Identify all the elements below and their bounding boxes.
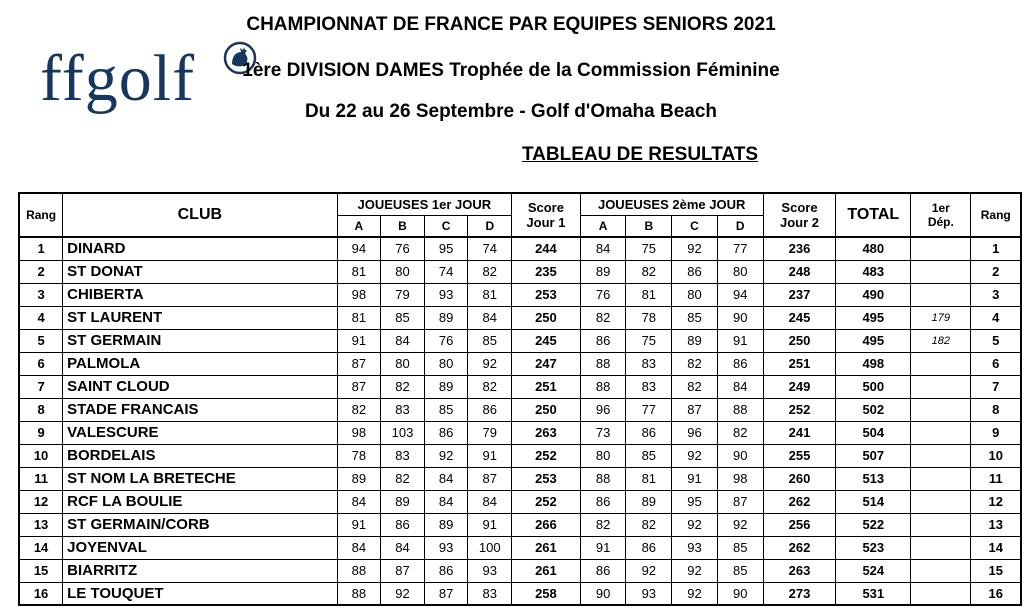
championship-title: CHAMPIONNAT DE FRANCE PAR EQUIPES SENIORS 2021 (246, 14, 776, 35)
rank-cell: 1 (19, 237, 63, 260)
first-departure-cell (911, 237, 971, 260)
day1-player-score: 91 (468, 444, 512, 467)
day1-player-score: 81 (337, 260, 381, 283)
day2-player-score: 86 (580, 490, 626, 513)
day2-player-score: 87 (717, 490, 763, 513)
day2-team-score: 251 (763, 352, 836, 375)
rank-cell: 12 (19, 490, 63, 513)
day2-player-score: 83 (626, 375, 672, 398)
rank-cell: 11 (19, 467, 63, 490)
total-score: 522 (836, 513, 911, 536)
day1-player-score: 85 (468, 329, 512, 352)
header-day2-d: D (717, 215, 763, 237)
day1-player-score: 93 (424, 536, 468, 559)
club-name-cell: JOYENVAL (63, 536, 337, 559)
day1-player-score: 92 (424, 444, 468, 467)
rank-right-cell: 9 (971, 421, 1021, 444)
day1-player-score: 100 (468, 536, 512, 559)
first-departure-cell (911, 352, 971, 375)
day2-player-score: 86 (626, 421, 672, 444)
total-score: 523 (836, 536, 911, 559)
day1-player-score: 84 (381, 329, 425, 352)
day2-player-score: 85 (717, 559, 763, 582)
day2-player-score: 85 (672, 306, 718, 329)
day2-player-score: 96 (672, 421, 718, 444)
day2-player-score: 90 (717, 582, 763, 605)
rank-cell: 7 (19, 375, 63, 398)
day1-team-score: 244 (512, 237, 581, 260)
rank-cell: 8 (19, 398, 63, 421)
day1-team-score: 251 (512, 375, 581, 398)
rank-cell: 2 (19, 260, 63, 283)
total-score: 513 (836, 467, 911, 490)
day1-player-score: 92 (381, 582, 425, 605)
day1-team-score: 245 (512, 329, 581, 352)
day1-player-score: 76 (381, 237, 425, 260)
day1-team-score: 253 (512, 283, 581, 306)
day2-player-score: 88 (580, 352, 626, 375)
results-table (18, 192, 1022, 606)
day1-team-score: 253 (512, 467, 581, 490)
day1-player-score: 83 (468, 582, 512, 605)
day2-player-score: 89 (580, 260, 626, 283)
day1-player-score: 79 (381, 283, 425, 306)
day1-player-score: 89 (424, 513, 468, 536)
header-rang: Rang (19, 193, 63, 237)
club-name-cell: DINARD (63, 237, 337, 260)
day1-player-score: 87 (468, 467, 512, 490)
day2-player-score: 90 (580, 582, 626, 605)
results-table-title: TABLEAU DE RESULTATS (521, 144, 759, 165)
day2-team-score: 263 (763, 559, 836, 582)
rank-right-cell: 3 (971, 283, 1021, 306)
total-score: 504 (836, 421, 911, 444)
day2-team-score: 256 (763, 513, 836, 536)
header-total: TOTAL (836, 193, 911, 237)
rank-right-cell: 15 (971, 559, 1021, 582)
day1-player-score: 89 (424, 306, 468, 329)
day2-player-score: 89 (626, 490, 672, 513)
club-name-cell: ST GERMAIN/CORB (63, 513, 337, 536)
day2-player-score: 92 (717, 513, 763, 536)
day2-player-score: 88 (580, 467, 626, 490)
day2-player-score: 85 (626, 444, 672, 467)
day2-player-score: 92 (672, 559, 718, 582)
results-body (19, 237, 1021, 605)
day2-team-score: 252 (763, 398, 836, 421)
day2-player-score: 86 (580, 559, 626, 582)
header-first-departure (911, 193, 971, 237)
day2-player-score: 82 (672, 375, 718, 398)
day1-player-score: 79 (468, 421, 512, 444)
header-day2-c: C (672, 215, 718, 237)
day1-player-score: 81 (337, 306, 381, 329)
day1-team-score: 247 (512, 352, 581, 375)
table-row (19, 490, 1021, 513)
day2-player-score: 90 (717, 444, 763, 467)
first-departure-cell (911, 582, 971, 605)
day1-player-score: 82 (337, 398, 381, 421)
day2-team-score: 236 (763, 237, 836, 260)
day2-player-score: 80 (672, 283, 718, 306)
first-departure-cell (911, 421, 971, 444)
total-score: 495 (836, 329, 911, 352)
day1-player-score: 88 (337, 559, 381, 582)
day2-team-score: 262 (763, 536, 836, 559)
first-departure-cell (911, 444, 971, 467)
day2-player-score: 86 (672, 260, 718, 283)
day1-player-score: 84 (337, 536, 381, 559)
day1-team-score: 261 (512, 536, 581, 559)
first-departure-cell: 182 (911, 329, 971, 352)
day2-player-score: 92 (672, 582, 718, 605)
header-day2-b: B (626, 215, 672, 237)
first-departure-cell (911, 513, 971, 536)
day2-player-score: 98 (717, 467, 763, 490)
day2-player-score: 93 (626, 582, 672, 605)
first-departure-cell (911, 536, 971, 559)
day1-player-score: 80 (424, 352, 468, 375)
rank-right-cell: 11 (971, 467, 1021, 490)
day2-player-score: 86 (626, 536, 672, 559)
header-score-day2 (763, 193, 836, 237)
day1-player-score: 82 (381, 375, 425, 398)
table-row (19, 559, 1021, 582)
rank-cell: 14 (19, 536, 63, 559)
day2-team-score: 262 (763, 490, 836, 513)
day1-player-score: 103 (381, 421, 425, 444)
table-row (19, 536, 1021, 559)
header-score-day1-line2: Jour 1 (526, 215, 566, 230)
day2-player-score: 76 (580, 283, 626, 306)
day2-player-score: 84 (580, 237, 626, 260)
day2-player-score: 82 (717, 421, 763, 444)
day1-team-score: 261 (512, 559, 581, 582)
total-score: 490 (836, 283, 911, 306)
club-name-cell: ST GERMAIN (63, 329, 337, 352)
day1-player-score: 83 (381, 444, 425, 467)
day1-player-score: 81 (468, 283, 512, 306)
day2-player-score: 92 (672, 237, 718, 260)
day1-player-score: 82 (381, 467, 425, 490)
day2-player-score: 96 (580, 398, 626, 421)
day1-player-score: 87 (337, 352, 381, 375)
total-score: 502 (836, 398, 911, 421)
table-row (19, 283, 1021, 306)
header-score-day1-line1: Score (527, 200, 564, 215)
day1-team-score: 252 (512, 490, 581, 513)
day2-team-score: 250 (763, 329, 836, 352)
club-name-cell: VALESCURE (63, 421, 337, 444)
day1-player-score: 84 (424, 467, 468, 490)
day2-player-score: 75 (626, 237, 672, 260)
day2-player-score: 89 (672, 329, 718, 352)
first-departure-cell: 179 (911, 306, 971, 329)
header-score-day2-line1: Score (781, 200, 818, 215)
rank-right-cell: 16 (971, 582, 1021, 605)
day1-team-score: 266 (512, 513, 581, 536)
rank-right-cell: 2 (971, 260, 1021, 283)
day1-player-score: 86 (424, 421, 468, 444)
day1-player-score: 80 (381, 352, 425, 375)
day1-player-score: 87 (424, 582, 468, 605)
rank-right-cell: 12 (971, 490, 1021, 513)
rank-cell: 13 (19, 513, 63, 536)
day1-team-score: 250 (512, 398, 581, 421)
rank-cell: 15 (19, 559, 63, 582)
day2-team-score: 260 (763, 467, 836, 490)
day2-player-score: 80 (580, 444, 626, 467)
day2-team-score: 237 (763, 283, 836, 306)
day2-player-score: 91 (717, 329, 763, 352)
table-row (19, 467, 1021, 490)
total-score: 498 (836, 352, 911, 375)
day2-player-score: 91 (672, 467, 718, 490)
rank-right-cell: 6 (971, 352, 1021, 375)
table-row (19, 398, 1021, 421)
header-club: CLUB (63, 193, 337, 237)
day2-player-score: 82 (626, 260, 672, 283)
day1-player-score: 86 (468, 398, 512, 421)
day1-team-score: 252 (512, 444, 581, 467)
table-row (19, 306, 1021, 329)
day1-player-score: 89 (381, 490, 425, 513)
header-rang-right: Rang (971, 193, 1021, 237)
day2-player-score: 95 (672, 490, 718, 513)
day2-player-score: 73 (580, 421, 626, 444)
day1-player-score: 93 (424, 283, 468, 306)
rank-right-cell: 5 (971, 329, 1021, 352)
day1-player-score: 88 (337, 582, 381, 605)
header-score-day2-line2: Jour 2 (779, 215, 819, 230)
day2-player-score: 83 (626, 352, 672, 375)
day2-team-score: 241 (763, 421, 836, 444)
table-row (19, 260, 1021, 283)
day2-player-score: 82 (580, 513, 626, 536)
header-day2-a: A (580, 215, 626, 237)
day1-player-score: 74 (468, 237, 512, 260)
day1-player-score: 89 (424, 375, 468, 398)
header-day1-d: D (468, 215, 512, 237)
club-name-cell: PALMOLA (63, 352, 337, 375)
table-row (19, 513, 1021, 536)
table-row (19, 375, 1021, 398)
club-name-cell: CHIBERTA (63, 283, 337, 306)
first-departure-cell (911, 559, 971, 582)
total-score: 495 (836, 306, 911, 329)
day2-team-score: 248 (763, 260, 836, 283)
day2-team-score: 245 (763, 306, 836, 329)
rank-right-cell: 4 (971, 306, 1021, 329)
day1-player-score: 84 (468, 306, 512, 329)
day1-player-score: 91 (337, 329, 381, 352)
day2-player-score: 86 (717, 352, 763, 375)
rank-right-cell: 8 (971, 398, 1021, 421)
rank-right-cell: 14 (971, 536, 1021, 559)
day2-player-score: 81 (626, 283, 672, 306)
rank-right-cell: 7 (971, 375, 1021, 398)
division-title: 1ère DIVISION DAMES Trophée de la Commission Féminine (242, 60, 780, 81)
rank-cell: 16 (19, 582, 63, 605)
day2-player-score: 90 (717, 306, 763, 329)
table-row (19, 237, 1021, 260)
rank-cell: 4 (19, 306, 63, 329)
table-row (19, 352, 1021, 375)
day1-player-score: 86 (381, 513, 425, 536)
table-row (19, 444, 1021, 467)
day1-player-score: 84 (424, 490, 468, 513)
club-name-cell: ST NOM LA BRETECHE (63, 467, 337, 490)
event-dates-location: Du 22 au 26 Septembre - Golf d'Omaha Beach (304, 101, 718, 122)
club-name-cell: ST DONAT (63, 260, 337, 283)
day2-player-score: 81 (626, 467, 672, 490)
day1-player-score: 95 (424, 237, 468, 260)
table-row (19, 329, 1021, 352)
header-day1-c: C (424, 215, 468, 237)
day1-player-score: 74 (424, 260, 468, 283)
total-score: 480 (836, 237, 911, 260)
day2-team-score: 255 (763, 444, 836, 467)
header-dep-line2: Dép. (927, 215, 954, 229)
day1-player-score: 85 (424, 398, 468, 421)
club-name-cell: LE TOUQUET (63, 582, 337, 605)
day1-team-score: 235 (512, 260, 581, 283)
day2-player-score: 87 (672, 398, 718, 421)
day2-player-score: 82 (580, 306, 626, 329)
table-row (19, 421, 1021, 444)
day1-player-score: 76 (424, 329, 468, 352)
day1-player-score: 86 (424, 559, 468, 582)
day1-player-score: 82 (468, 260, 512, 283)
total-score: 500 (836, 375, 911, 398)
day2-player-score: 94 (717, 283, 763, 306)
rank-cell: 3 (19, 283, 63, 306)
day1-player-score: 85 (381, 306, 425, 329)
table-row (19, 582, 1021, 605)
day1-player-score: 91 (337, 513, 381, 536)
day1-player-score: 84 (337, 490, 381, 513)
day2-player-score: 84 (717, 375, 763, 398)
rank-cell: 6 (19, 352, 63, 375)
day2-player-score: 85 (717, 536, 763, 559)
day1-player-score: 84 (381, 536, 425, 559)
day1-player-score: 98 (337, 421, 381, 444)
day2-player-score: 77 (717, 237, 763, 260)
day1-player-score: 87 (381, 559, 425, 582)
day1-player-score: 83 (381, 398, 425, 421)
club-name-cell: RCF LA BOULIE (63, 490, 337, 513)
first-departure-cell (911, 467, 971, 490)
day2-player-score: 82 (672, 352, 718, 375)
first-departure-cell (911, 283, 971, 306)
day1-player-score: 91 (468, 513, 512, 536)
day1-player-score: 89 (337, 467, 381, 490)
day1-team-score: 258 (512, 582, 581, 605)
first-departure-cell (911, 260, 971, 283)
day2-player-score: 91 (580, 536, 626, 559)
day1-player-score: 98 (337, 283, 381, 306)
first-departure-cell (911, 398, 971, 421)
rank-cell: 10 (19, 444, 63, 467)
total-score: 507 (836, 444, 911, 467)
header-day2-players: JOUEUSES 2ème JOUR (580, 193, 763, 215)
day1-player-score: 94 (337, 237, 381, 260)
total-score: 531 (836, 582, 911, 605)
day2-player-score: 80 (717, 260, 763, 283)
day1-player-score: 92 (468, 352, 512, 375)
day1-player-score: 82 (468, 375, 512, 398)
header-day1-b: B (381, 215, 425, 237)
first-departure-cell (911, 375, 971, 398)
rank-right-cell: 1 (971, 237, 1021, 260)
logo-text: ffgolf (40, 42, 196, 115)
day1-team-score: 263 (512, 421, 581, 444)
club-name-cell: SAINT CLOUD (63, 375, 337, 398)
club-name-cell: BIARRITZ (63, 559, 337, 582)
day2-player-score: 88 (580, 375, 626, 398)
day1-player-score: 78 (337, 444, 381, 467)
total-score: 514 (836, 490, 911, 513)
club-name-cell: STADE FRANCAIS (63, 398, 337, 421)
day2-player-score: 77 (626, 398, 672, 421)
day2-player-score: 86 (580, 329, 626, 352)
rank-cell: 9 (19, 421, 63, 444)
header-day1-a: A (337, 215, 381, 237)
day2-player-score: 82 (626, 513, 672, 536)
rank-right-cell: 13 (971, 513, 1021, 536)
day2-player-score: 78 (626, 306, 672, 329)
day2-player-score: 92 (672, 444, 718, 467)
day2-player-score: 75 (626, 329, 672, 352)
header-dep-line1: 1er (931, 201, 950, 215)
rank-cell: 5 (19, 329, 63, 352)
total-score: 524 (836, 559, 911, 582)
day1-player-score: 80 (381, 260, 425, 283)
first-departure-cell (911, 490, 971, 513)
day2-team-score: 249 (763, 375, 836, 398)
total-score: 483 (836, 260, 911, 283)
day1-player-score: 84 (468, 490, 512, 513)
header-day1-players: JOUEUSES 1er JOUR (337, 193, 512, 215)
day1-team-score: 250 (512, 306, 581, 329)
day2-player-score: 92 (626, 559, 672, 582)
day2-player-score: 88 (717, 398, 763, 421)
club-name-cell: BORDELAIS (63, 444, 337, 467)
day1-player-score: 93 (468, 559, 512, 582)
day2-player-score: 92 (672, 513, 718, 536)
day2-player-score: 93 (672, 536, 718, 559)
rank-right-cell: 10 (971, 444, 1021, 467)
day2-team-score: 273 (763, 582, 836, 605)
day1-player-score: 87 (337, 375, 381, 398)
header-score-day1 (512, 193, 581, 237)
club-name-cell: ST LAURENT (63, 306, 337, 329)
